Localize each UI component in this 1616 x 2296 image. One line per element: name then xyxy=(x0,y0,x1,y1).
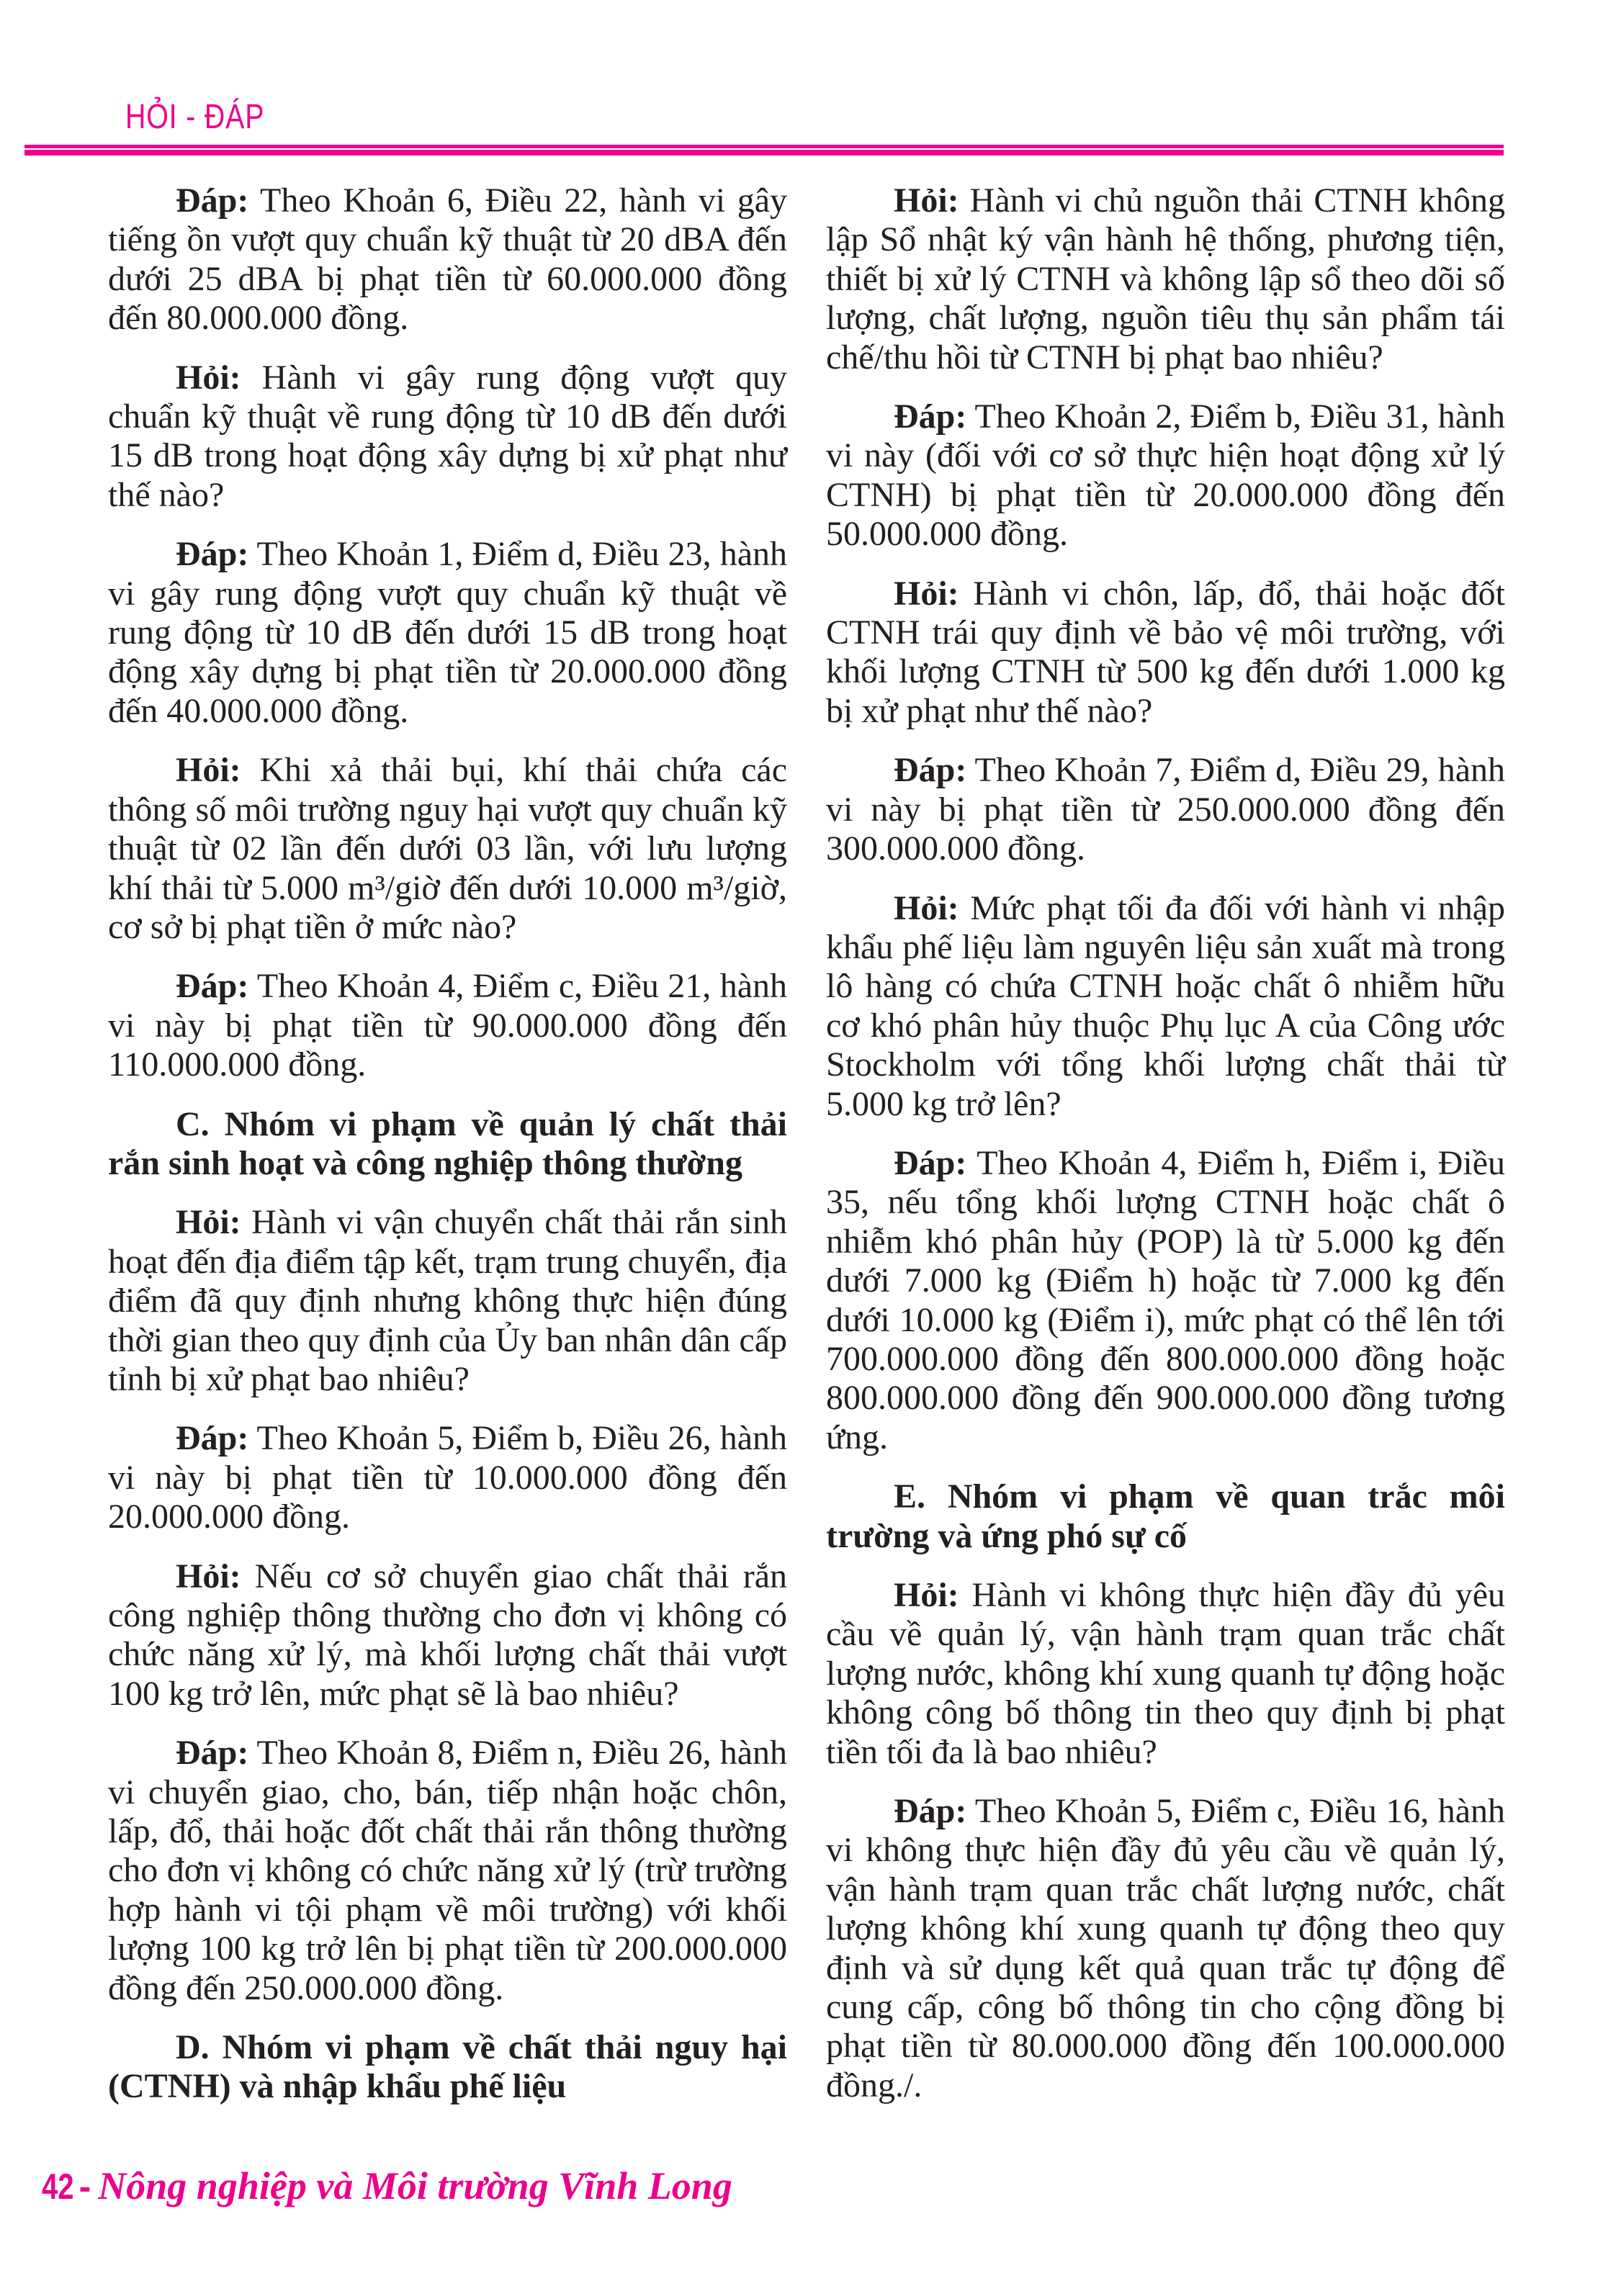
answer-text: Theo Khoản 2, Điểm b, Điều 31, hành vi này (đối với cơ sở thực hiện hoạt động xử lý CTNH) bị phạt tiền từ 20.000.000 đồng đến 50.000.000 đồng. xyxy=(826,397,1505,554)
left-column xyxy=(108,181,787,2127)
answer-label: Đáp: xyxy=(176,535,249,574)
question-paragraph xyxy=(108,1203,787,1399)
answer-label: Đáp: xyxy=(894,1143,967,1182)
question-text: Nếu cơ sở chuyển giao chất thải rắn công nghiệp thông thường cho đơn vị không có chức năng xử lý, mà khối lượng chất thải vượt 100 kg trở lên, mức phạt sẽ là bao nhiêu? xyxy=(108,1557,787,1713)
question-text: Khi xả thải bụi, khí thải chứa các thông số môi trường nguy hại vượt quy chuẩn kỹ thuật từ 02 lần đến dưới 03 lần, với lưu lượng khí thải từ 5.000 m³/giờ đến dưới 10.000 m³/giờ, cơ sở bị phạt tiền ở mức nào? xyxy=(108,751,787,946)
answer-paragraph xyxy=(108,967,787,1084)
header-rule-thick xyxy=(24,150,1504,156)
answer-text: Theo Khoản 4, Điểm h, Điểm i, Điều 35, nếu tổng khối lượng CTNH hoặc chất ô nhiễm khó phân hủy (POP) là từ 5.000 kg đến dưới 7.000 kg (Điểm h) hoặc từ 7.000 kg đến dưới 10.000 kg (Điểm i), mức phạt có thể lên tới 700.000.000 đồng đến 800.000.000 đồng hoặc 800.000.000 đồng đến 900.000.000 đồng tương ứng. xyxy=(826,1143,1505,1457)
section-header-title: HỎI - ĐÁP xyxy=(125,98,265,136)
section-heading-c: C. Nhóm vi phạm về quản lý chất thải rắn sinh hoạt và công nghiệp thông thường xyxy=(108,1104,787,1182)
answer-text: Theo Khoản 8, Điểm n, Điều 26, hành vi chuyển giao, cho, bán, tiếp nhận hoặc chôn, lấp, đổ, thải hoặc đốt chất thải rắn thông thường cho đơn vị không có chức năng xử lý (trừ trường hợp hành vi tội phạm về môi trường) với khối lượng 100 kg trở lên bị phạt tiền từ 200.000.000 đồng đến 250.000.000 đồng. xyxy=(108,1734,787,2007)
question-label: Hỏi: xyxy=(176,1203,241,1242)
question-label: Hỏi: xyxy=(894,1576,959,1614)
question-label: Hỏi: xyxy=(176,751,241,790)
question-label: Hỏi: xyxy=(894,574,959,613)
answer-label: Đáp: xyxy=(176,1734,249,1773)
question-text: Hành vi chủ nguồn thải CTNH không lập Sổ nhật ký vận hành hệ thống, phương tiện, thiết bị xử lý CTNH và không lập sổ theo dõi số lượng, chất lượng, nguồn tiêu thụ sản phẩm tái chế/thu hồi từ CTNH bị phạt bao nhiêu? xyxy=(826,181,1505,377)
answer-text: Theo Khoản 4, Điểm c, Điều 21, hành vi này bị phạt tiền từ 90.000.000 đồng đến 110.000.000 đồng. xyxy=(108,967,787,1084)
answer-label: Đáp: xyxy=(176,1419,249,1458)
answer-paragraph xyxy=(108,181,787,338)
question-text: Mức phạt tối đa đối với hành vi nhập khẩu phế liệu làm nguyên liệu sản xuất mà trong lô hàng có chứa CTNH hoặc chất ô nhiễm hữu cơ khó phân hủy thuộc Phụ lục A của Công ước Stockholm với tổng khối lượng chất thải từ 5.000 kg trở lên? xyxy=(826,888,1505,1123)
answer-text: Theo Khoản 1, Điểm d, Điều 23, hành vi gây rung động vượt quy chuẩn kỹ thuật về rung động từ 10 dB đến dưới 15 dB trong hoạt động xây dựng bị phạt tiền từ 20.000.000 đồng đến 40.000.000 đồng. xyxy=(108,535,787,730)
footer-separator: - xyxy=(78,2166,91,2207)
answer-label: Đáp: xyxy=(894,397,967,436)
answer-text: Theo Khoản 5, Điểm b, Điều 26, hành vi này bị phạt tiền từ 10.000.000 đồng đến 20.000.000 đồng. xyxy=(108,1419,787,1536)
question-paragraph xyxy=(108,359,787,516)
question-label: Hỏi: xyxy=(894,181,959,220)
section-heading-e: E. Nhóm vi phạm về quan trắc môi trường và ứng phó sự cố xyxy=(826,1477,1505,1555)
answer-label: Đáp: xyxy=(894,1792,967,1831)
answer-paragraph xyxy=(108,535,787,731)
section-heading-d: D. Nhóm vi phạm về chất thải nguy hại (CTNH) và nhập khẩu phế liệu xyxy=(108,2028,787,2106)
question-label: Hỏi: xyxy=(894,888,959,927)
page-footer xyxy=(42,2164,732,2208)
question-text: Hành vi không thực hiện đầy đủ yêu cầu về quản lý, vận hành trạm quan trắc chất lượng nước, không khí xung quanh tự động hoặc không công bố thông tin theo quy định bị phạt tiền tối đa là bao nhiêu? xyxy=(826,1576,1505,1771)
question-label: Hỏi: xyxy=(176,358,241,397)
header-rule-thin xyxy=(24,145,1504,148)
question-text: Hành vi chôn, lấp, đổ, thải hoặc đốt CTNH trái quy định về bảo vệ môi trường, với khối lượng CTNH từ 500 kg đến dưới 1.000 kg bị xử phạt như thế nào? xyxy=(826,574,1505,730)
answer-paragraph xyxy=(826,1792,1505,2105)
right-column xyxy=(826,181,1505,2125)
answer-paragraph xyxy=(826,1144,1505,1457)
question-paragraph xyxy=(826,889,1505,1124)
answer-paragraph xyxy=(108,1734,787,2008)
answer-label: Đáp: xyxy=(176,181,249,220)
question-paragraph xyxy=(826,181,1505,377)
answer-label: Đáp: xyxy=(894,751,967,790)
answer-paragraph xyxy=(108,1419,787,1536)
answer-text: Theo Khoản 7, Điểm d, Điều 29, hành vi này bị phạt tiền từ 250.000.000 đồng đến 300.000.000 đồng. xyxy=(826,751,1505,868)
page-number: 42 xyxy=(42,2166,74,2207)
question-paragraph xyxy=(826,575,1505,731)
question-text: Hành vi vận chuyển chất thải rắn sinh hoạt đến địa điểm tập kết, trạm trung chuyển, địa điểm đã quy định nhưng không thực hiện đúng thời gian theo quy định của Ủy ban nhân dân cấp tỉnh bị xử phạt bao nhiêu? xyxy=(108,1203,787,1398)
question-paragraph xyxy=(108,751,787,947)
answer-paragraph xyxy=(826,751,1505,868)
answer-text: Theo Khoản 6, Điều 22, hành vi gây tiếng ồn vượt quy chuẩn kỹ thuật từ 20 dBA đến dưới 25 dBA bị phạt tiền từ 60.000.000 đồng đến 80.000.000 đồng. xyxy=(108,181,787,338)
question-text: Hành vi gây rung động vượt quy chuẩn kỹ thuật về rung động từ 10 dB đến dưới 15 dB trong hoạt động xây dựng bị xử phạt như thế nào? xyxy=(108,358,787,514)
question-label: Hỏi: xyxy=(176,1557,241,1595)
answer-text: Theo Khoản 5, Điểm c, Điều 16, hành vi không thực hiện đầy đủ yêu cầu về quản lý, vận hành trạm quan trắc chất lượng nước, chất lượng không khí xung quanh tự động theo quy định và sử dụng kết quả quan trắc tự động để cung cấp, công bố thông tin cho cộng đồng bị phạt tiền từ 80.000.000 đồng đến 100.000.000 đồng./. xyxy=(826,1792,1505,2104)
question-paragraph xyxy=(108,1557,787,1714)
answer-label: Đáp: xyxy=(176,967,249,1006)
magazine-name: Nông nghiệp và Môi trường Vĩnh Long xyxy=(98,2164,732,2207)
answer-paragraph xyxy=(826,397,1505,554)
question-paragraph xyxy=(826,1576,1505,1772)
